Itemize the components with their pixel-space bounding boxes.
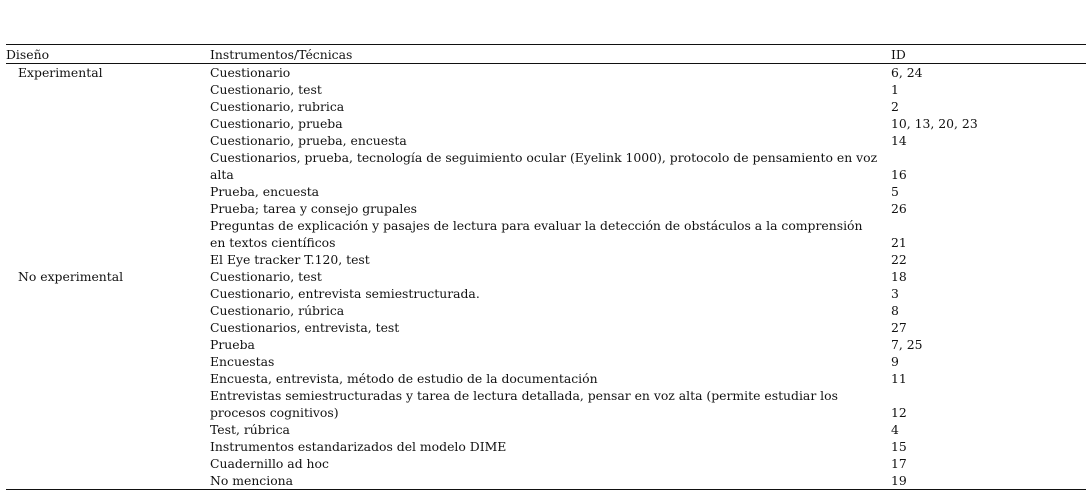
cell-design bbox=[6, 149, 206, 183]
cell-id: 26 bbox=[891, 201, 907, 216]
cell-instruments: Prueba bbox=[210, 337, 255, 352]
cell-id: 9 bbox=[891, 354, 899, 369]
table-body bbox=[6, 64, 1086, 490]
cell-instruments: Test, rúbrica bbox=[210, 422, 290, 437]
table-row bbox=[6, 268, 1086, 285]
cell-instruments: Encuestas bbox=[210, 354, 275, 369]
instruments-table bbox=[6, 44, 1086, 490]
cell-design: Experimental bbox=[18, 65, 103, 80]
cell-instruments: Prueba, encuesta bbox=[210, 184, 320, 199]
cell-design bbox=[6, 115, 206, 132]
table-row bbox=[6, 285, 1086, 302]
table-row bbox=[6, 302, 1086, 319]
cell-id: 6, 24 bbox=[891, 65, 923, 80]
cell-id: 17 bbox=[891, 456, 907, 471]
table-row bbox=[6, 217, 1086, 251]
cell-design bbox=[6, 472, 206, 490]
table-row bbox=[6, 438, 1086, 455]
table-row bbox=[6, 149, 1086, 183]
cell-design bbox=[6, 353, 206, 370]
cell-instruments: Preguntas de explicación y pasajes de lectura para evaluar la detección de obstáculos a la comprensión en textos científicos bbox=[210, 218, 863, 250]
cell-id: 27 bbox=[891, 320, 907, 335]
header-instruments: Instrumentos/Técnicas bbox=[210, 47, 353, 62]
cell-design bbox=[6, 319, 206, 336]
cell-instruments: Prueba; tarea y consejo grupales bbox=[210, 201, 418, 216]
cell-id: 14 bbox=[891, 133, 907, 148]
table-row bbox=[6, 81, 1086, 98]
table-header bbox=[6, 45, 1086, 64]
cell-instruments: Cuestionarios, prueba, tecnología de seguimiento ocular (Eyelink 1000), protocolo de pensamiento en voz alta bbox=[210, 150, 878, 182]
table-row bbox=[6, 98, 1086, 115]
cell-design bbox=[6, 81, 206, 98]
cell-instruments: Cuestionario, entrevista semiestructurada. bbox=[210, 286, 480, 301]
cell-design bbox=[6, 370, 206, 387]
cell-id: 19 bbox=[891, 473, 907, 488]
cell-design bbox=[6, 200, 206, 217]
table-row bbox=[6, 132, 1086, 149]
cell-id: 18 bbox=[891, 269, 907, 284]
cell-design bbox=[6, 183, 206, 200]
table-row bbox=[6, 387, 1086, 421]
cell-id: 11 bbox=[891, 371, 907, 386]
cell-id: 8 bbox=[891, 303, 899, 318]
table-row bbox=[6, 421, 1086, 438]
cell-id: 12 bbox=[891, 405, 907, 420]
cell-design bbox=[6, 132, 206, 149]
table-row bbox=[6, 251, 1086, 268]
cell-instruments: Cuestionarios, entrevista, test bbox=[210, 320, 400, 335]
cell-design bbox=[6, 455, 206, 472]
table-row bbox=[6, 455, 1086, 472]
table-row bbox=[6, 472, 1086, 490]
table-row bbox=[6, 200, 1086, 217]
cell-instruments: Cuestionario, rúbrica bbox=[210, 303, 345, 318]
cell-id: 7, 25 bbox=[891, 337, 923, 352]
cell-id: 21 bbox=[891, 235, 907, 250]
header-row bbox=[6, 45, 1086, 64]
cell-instruments: Cuestionario, rubrica bbox=[210, 99, 345, 114]
cell-id: 22 bbox=[891, 252, 907, 267]
cell-id: 10, 13, 20, 23 bbox=[891, 116, 978, 131]
cell-design bbox=[6, 251, 206, 268]
cell-id: 1 bbox=[891, 82, 899, 97]
cell-instruments: Cuestionario, prueba bbox=[210, 116, 343, 131]
header-id: ID bbox=[891, 47, 906, 62]
cell-design bbox=[6, 421, 206, 438]
cell-instruments: Cuestionario, test bbox=[210, 82, 322, 97]
cell-instruments: Cuadernillo ad hoc bbox=[210, 456, 329, 471]
cell-id: 4 bbox=[891, 422, 899, 437]
table-row bbox=[6, 353, 1086, 370]
cell-design bbox=[6, 302, 206, 319]
table-row bbox=[6, 183, 1086, 200]
cell-id: 5 bbox=[891, 184, 899, 199]
cell-design bbox=[6, 98, 206, 115]
table-row bbox=[6, 64, 1086, 82]
header-design: Diseño bbox=[6, 47, 50, 62]
cell-instruments: Cuestionario bbox=[210, 65, 291, 80]
cell-instruments: No menciona bbox=[210, 473, 294, 488]
cell-id: 15 bbox=[891, 439, 907, 454]
cell-instruments: Entrevistas semiestructuradas y tarea de lectura detallada, pensar en voz alta (permite estudiar los procesos cognitivos) bbox=[210, 388, 838, 420]
cell-design bbox=[6, 387, 206, 421]
cell-instruments: El Eye tracker T.120, test bbox=[210, 252, 370, 267]
cell-id: 2 bbox=[891, 99, 899, 114]
cell-id: 16 bbox=[891, 167, 907, 182]
cell-instruments: Instrumentos estandarizados del modelo DIME bbox=[210, 439, 507, 454]
cell-instruments: Cuestionario, test bbox=[210, 269, 322, 284]
table-row bbox=[6, 336, 1086, 353]
cell-design bbox=[6, 438, 206, 455]
cell-design: No experimental bbox=[18, 269, 124, 284]
table-row bbox=[6, 319, 1086, 336]
cell-instruments: Cuestionario, prueba, encuesta bbox=[210, 133, 407, 148]
cell-instruments: Encuesta, entrevista, método de estudio de la documentación bbox=[210, 371, 598, 386]
cell-design bbox=[6, 336, 206, 353]
cell-design bbox=[6, 285, 206, 302]
cell-id: 3 bbox=[891, 286, 899, 301]
table-row bbox=[6, 115, 1086, 132]
table-row bbox=[6, 370, 1086, 387]
cell-design bbox=[6, 217, 206, 251]
